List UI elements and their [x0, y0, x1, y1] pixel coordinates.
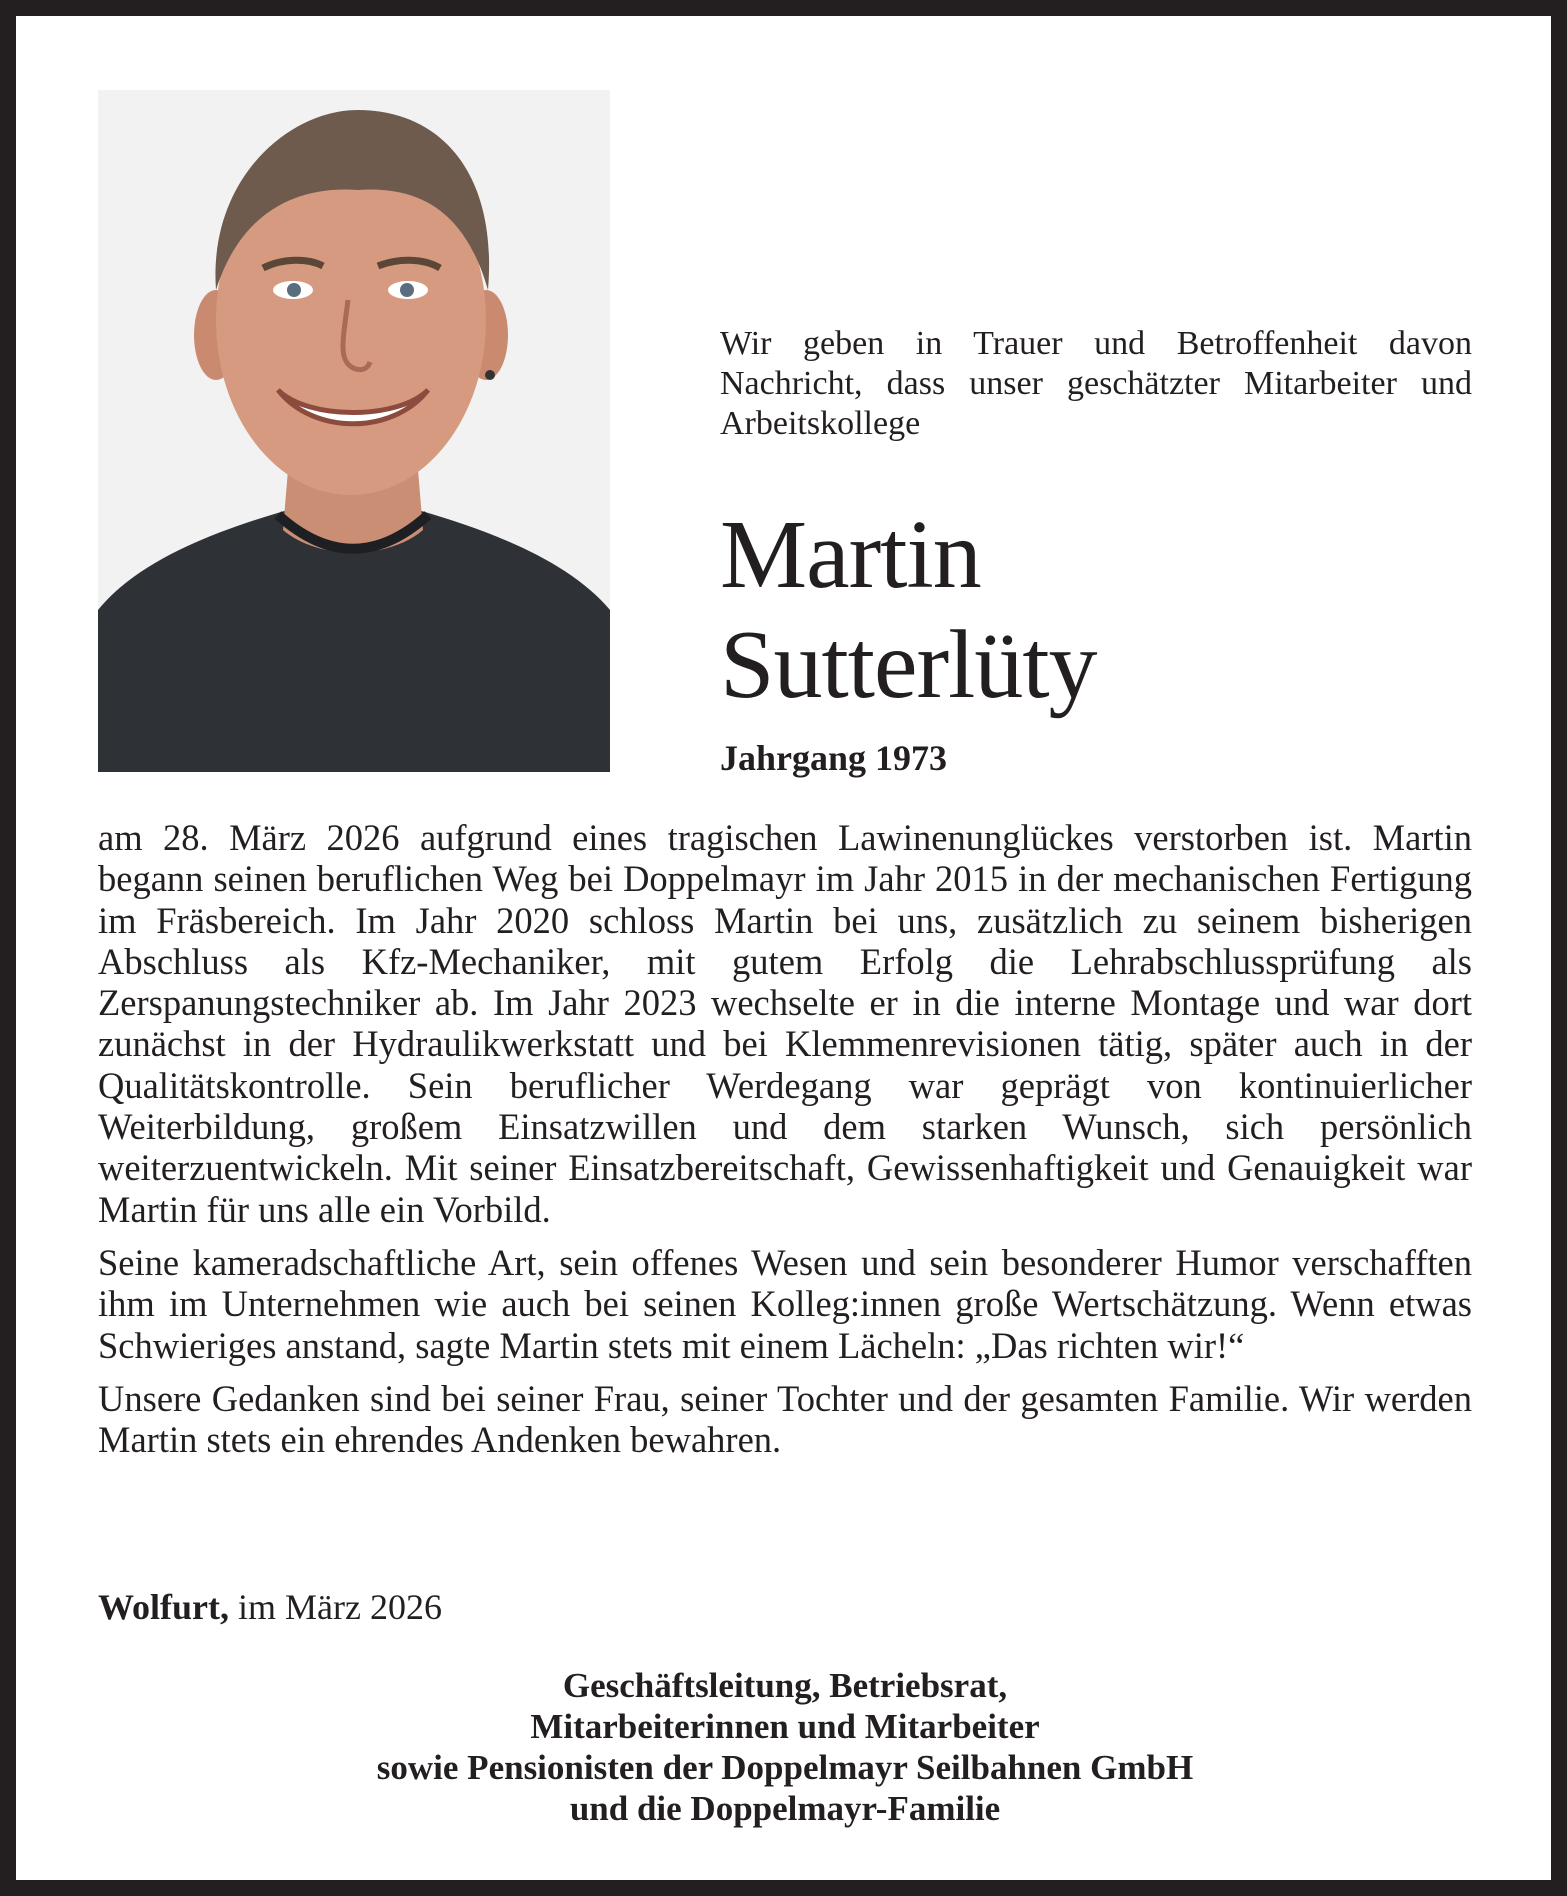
body-paragraph-1: am 28. März 2026 aufgrund eines tragischen Lawinenunglückes verstorben ist. Martin begann seinen beruflichen Weg bei Doppelmayr im Jahr 2015 in der mechanischen Fertigung im Fräsbereich. Im Jahr 2020 schloss Martin bei uns, zusätzlich zu seinem bisherigen Abschluss als Kfz-Mechaniker, mit gutem Erfolg die Lehrabschlussprüfung als Zerspanungstechniker ab. Im Jahr 2023 wechselte er in die interne Montage und war dort zunächst in der Hydraulikwerkstatt und bei Klemmenrevisionen tätig, später auch in der Qualitätskontrolle. Sein beruflicher Werdegang war geprägt von kontinuierlicher Weiterbildung, großem Einsatzwillen und dem starken Wunsch, sich persönlich weiterzuentwickeln. Mit seiner Einsatzbereitschaft, Gewissenhaftigkeit und Genauigkeit war Martin für uns alle ein Vorbild.: [98, 817, 1472, 1230]
signature-line-2: Mitarbeiterinnen und Mitarbeiter: [530, 1707, 1040, 1746]
body-paragraph-3: Unsere Gedanken sind bei seiner Frau, seiner Tochter und der gesamten Familie. Wir werden Martin stets ein ehrendes Andenken bewahren.: [98, 1377, 1472, 1461]
signature-line-4: und die Doppelmayr-Familie: [569, 1789, 1001, 1828]
portrait-photo: [98, 90, 610, 772]
obituary-body: [98, 817, 1472, 1472]
last-name: Sutterlüty: [720, 611, 1097, 719]
signature-line-3: sowie Pensionisten der Doppelmayr Seilbahnen GmbH: [376, 1748, 1194, 1787]
birth-year: Jahrgang 1973: [720, 738, 948, 778]
place-date-text: im März 2026: [238, 1587, 442, 1627]
body-paragraph-2: Seine kameradschaftliche Art, sein offenes Wesen und sein besonderer Humor verschafften ihm im Unternehmen wie auch bei seinen Kolleg:innen große Wertschätzung. Wenn etwas Schwieriges anstand, sagte Martin stets mit einem Lächeln: „Das richten wir!“: [98, 1241, 1472, 1366]
place-date: [98, 1586, 442, 1628]
first-name: Martin: [720, 501, 981, 609]
intro-text: Wir geben in Trauer und Betroffenheit davon Nachricht, dass unser geschätzter Mitarbeiter und Arbeitskollege: [720, 325, 1472, 442]
signature-line-1: Geschäftsleitung, Betriebsrat,: [562, 1666, 1008, 1705]
signature-block: [98, 1665, 1472, 1829]
place-city: Wolfurt,: [98, 1587, 229, 1627]
deceased-name: [720, 500, 1097, 720]
portrait-illustration: [98, 90, 610, 772]
